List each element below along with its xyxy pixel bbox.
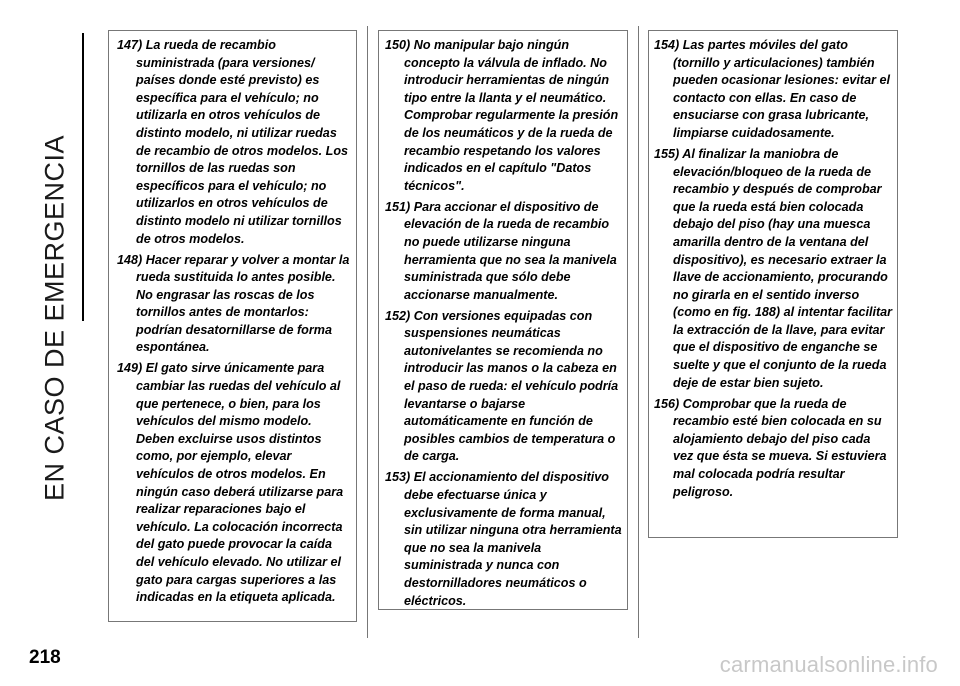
watermark: carmanualsonline.info — [719, 652, 938, 677]
warning-entry: 153) El accionamiento del dispositivo debe efectuarse única y exclusivamente de forma manual, sin utilizar ninguna otra herramienta que no sea la manivela suministrada y nunca con destornilladores neumáticos o eléctricos. — [385, 470, 622, 608]
column-divider-1 — [367, 26, 368, 638]
section-title-text: EN CASO DE EMERGENCIA — [39, 134, 70, 502]
warning-entry: 152) Con versiones equipadas con suspensiones neumáticas autonivelantes se recomienda no introducir las manos o la cabeza en el paso de rueda: el vehículo podría levantarse o bajarse automáticamente en función de posibles cambios de temperatura o de carga. — [385, 308, 619, 464]
warning-entry: 151) Para accionar el dispositivo de elevación de la rueda de recambio no puede utilizarse ninguna herramienta que no sea la manivela suministrada que sólo debe accionarse manualmente. — [385, 199, 617, 302]
warning-entry: 149) El gato sirve únicamente para cambiar las ruedas del vehículo al que pertenece, o bien, para los vehículos del mismo modelo. Deben excluirse usos distintos como, por ejemplo, elevar vehículos de otros modelos. En ningún caso deberá utilizarse para realizar reparaciones bajo el vehículo. La colocación incorrecta del gato puede provocar la caída del vehículo elevado. No utilizar el gato para cargas superiores a las indicadas en la etiqueta aplicada. — [117, 361, 344, 605]
warning-entry: 154) Las partes móviles del gato (tornillo y articulaciones) también pueden ocasionar lesiones: evitar el contacto con ellas. En caso de ensuciarse con grasa lubricante, limpiarse cuidadosamente. — [654, 38, 890, 140]
warning-entry: 150) No manipular bajo ningún concepto la válvula de inflado. No introducir herramientas de ningún tipo entre la llanta y el neumático. Comprobar regularmente la presión de los neumáticos y de la rueda de recambio respetando los valores indicados en el capítulo "Datos técnicos". — [385, 38, 619, 193]
warning-entry: 155) Al finalizar la maniobra de elevación/bloqueo de la rueda de recambio y después de comprobar que la rueda está bien colocada debajo del piso (hay una muesca amarilla dentro de la ventana del dispositivo), es necesario extraer la llave de accionamiento, procurando no girarla en el sentido inverso (como en fig. 188) al intentar facilitar la extracción de la llave, para evitar que el dispositivo de enganche se suelte y que el conjunto de la rueda deje de estar bien sujeto. — [654, 146, 893, 390]
warning-entry: 148) Hacer reparar y volver a montar la rueda sustituida lo antes posible. No engrasar las roscas de los tornillos antes de montarlos: podrían desatornillarse de forma espontánea. — [117, 252, 350, 355]
page-number: 218 — [29, 647, 61, 668]
warning-box-col2 — [378, 30, 628, 610]
section-rule — [82, 33, 84, 321]
column-divider-2 — [638, 26, 639, 638]
warning-box-col1 — [108, 30, 357, 622]
warning-box-col3 — [648, 30, 898, 538]
warning-entry: 156) Comprobar que la rueda de recambio esté bien colocada en su alojamiento debajo del piso cada vez que ésta se mueva. Si estuviera mal colocada podría resultar peligroso. — [654, 396, 887, 499]
warning-entry: 147) La rueda de recambio suministrada (para versiones/ países donde esté previsto) es específica para el vehículo; no utilizarla en otros vehículos de distinto modelo, ni utilizar ruedas de recambio de otros modelos. Los tornillos de las ruedas son específicos para el vehículo; no utilizarlos en otros vehículos de distinto modelo ni utilizar tornillos de otros modelos. — [117, 38, 349, 246]
